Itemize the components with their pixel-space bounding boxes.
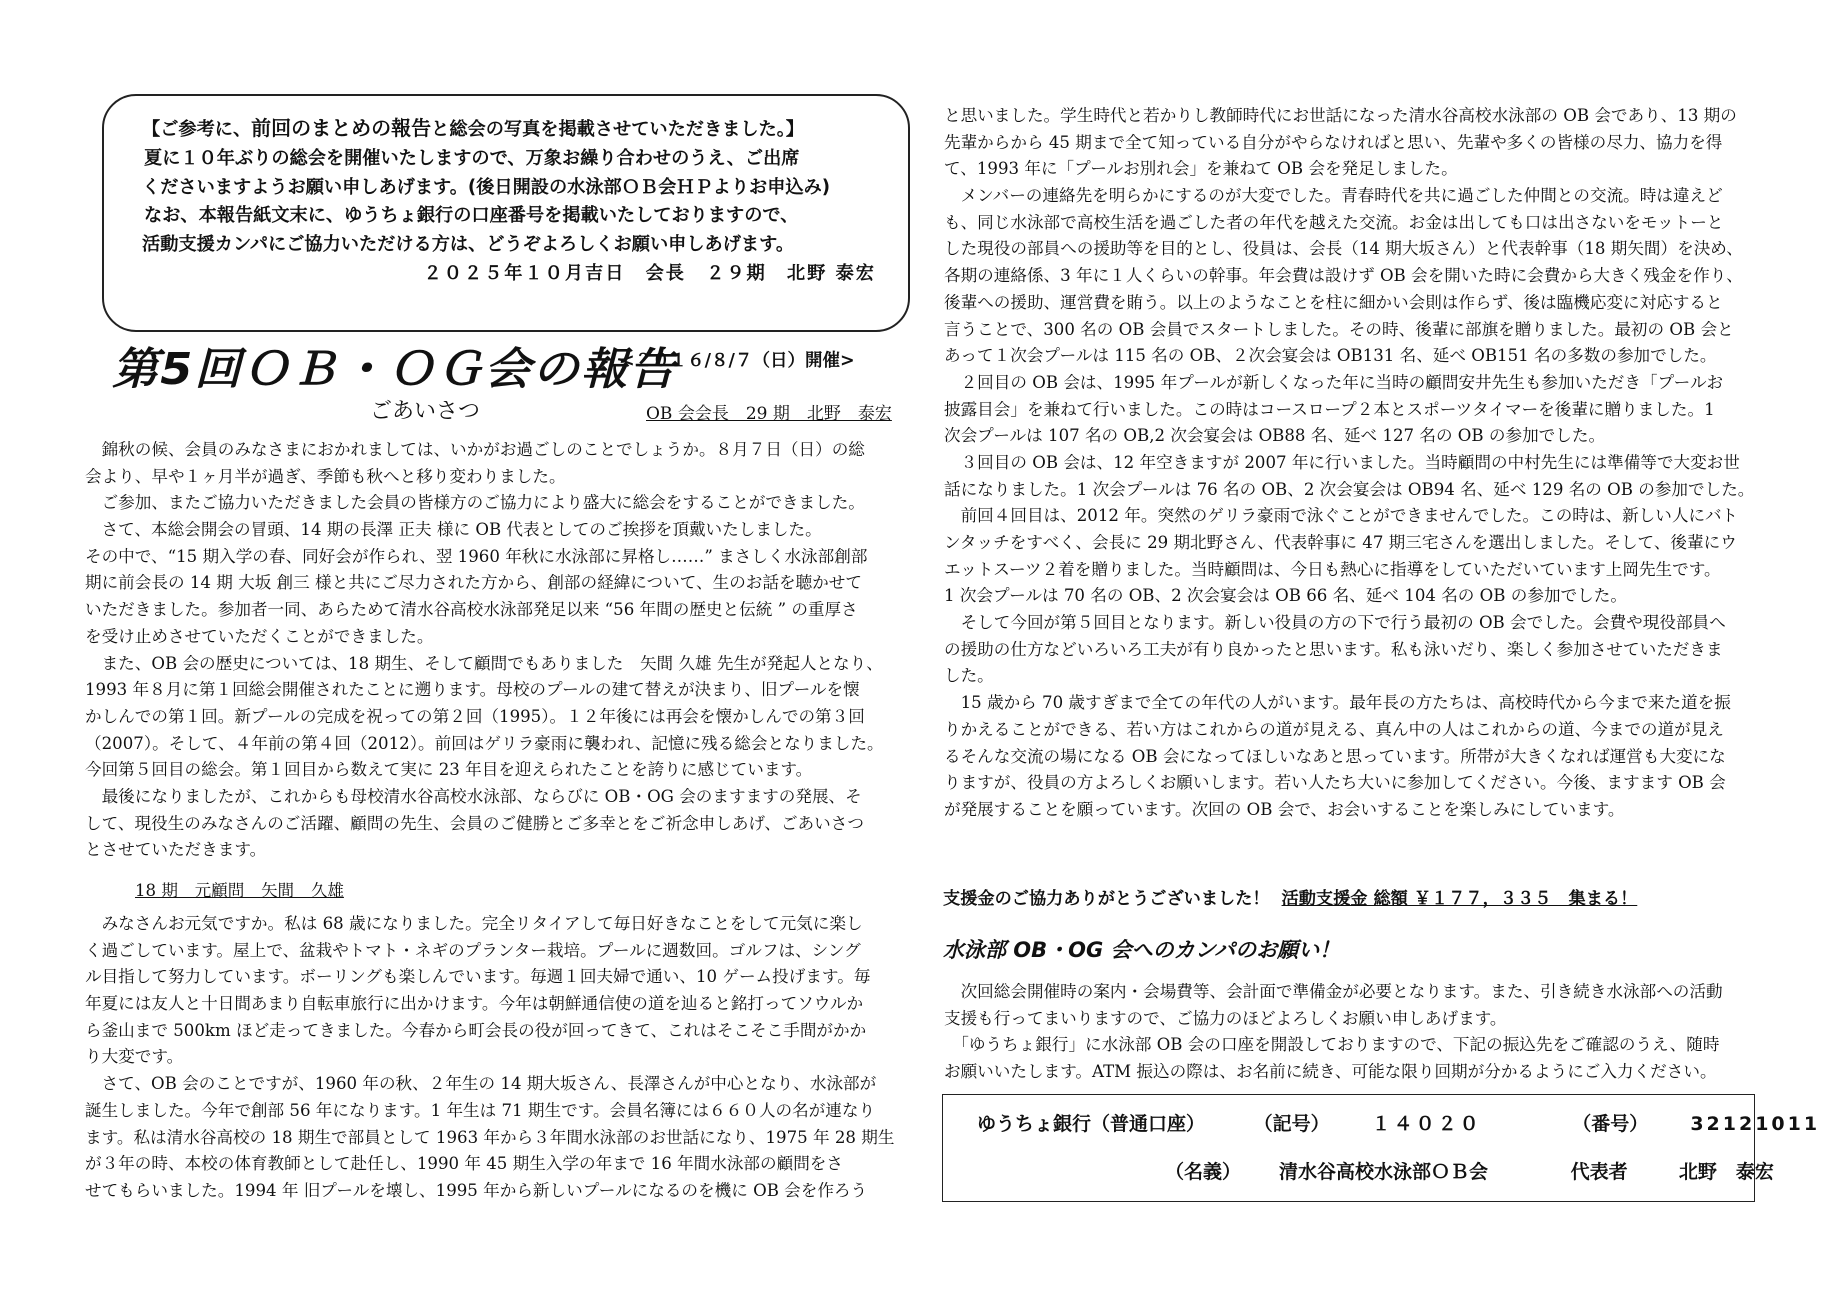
bank-code-label: （記号） xyxy=(1253,1113,1330,1135)
notice-line1-bold: 前回のまとめの報告 xyxy=(251,116,432,140)
kanpa-line: 「ゆうちょ銀行」に水泳部 OB 会の口座を開設しておりますので、下記の振込先をご確認のうえ、随時 xyxy=(944,1035,1720,1055)
right-line: が発展することを願っています。次回の OB 会で、お会いすることを楽しみにしています。 xyxy=(944,799,1625,819)
right-line: と思いました。学生時代と若かりし教師時代にお世話になった清水谷高校水泳部の OB 会であり、13 期の xyxy=(944,106,1737,125)
kanpa-body xyxy=(944,979,1754,1086)
bank-holder-label: （名義） xyxy=(1165,1161,1242,1183)
yazama-line: せてもらいました。1994 年 旧プールを壊し、1995 年から新しいプールになるのを機に OB 会を作ろう xyxy=(85,1180,868,1200)
right-line: あって１次会プールは 115 名の OB、２次会宴会は OB131 名、延べ OB151 名の多数の参加でした。 xyxy=(944,346,1717,366)
bank-holder xyxy=(1165,1161,1526,1183)
greeting-line: 最後になりましたが、これからも母校清水谷高校水泳部、ならびに OB・OG 会のますますの発展、そ xyxy=(85,786,862,806)
right-line: 後輩への援助、運営費を賄う。以上のようなことを柱に細かい会則は作らず、後は臨機応変に対応すると xyxy=(944,292,1723,312)
right-line: 先輩からから 45 期まで全て知っている自分がやらなければと思い、先輩や多くの皆様の尽力、協力を得 xyxy=(944,132,1723,152)
yazama-line: 年夏には友人と十日間あまり自転車旅行に出かけます。今年は朝鮮通信使の道を辿ると銘打ってソウルか xyxy=(85,994,864,1014)
right-line: 各期の連絡係、3 年に１人くらいの幹事。年会費は設けず OB 会を開いた時に会費から大きく残金を作り、 xyxy=(944,266,1743,286)
bank-row-holder xyxy=(1165,1157,1835,1184)
event-date: <２０１６/８/７（日）開催> xyxy=(620,351,855,371)
bank-code xyxy=(1254,1113,1524,1135)
notice-body-line: 活動支援カンパにご協力いただける方は、どうぞよろしくお願い申しあげます。 xyxy=(142,234,795,256)
report-title: 第5回ＯＢ・ＯＧ会の報告 xyxy=(112,344,678,395)
right-line: の援助の仕方などいろいろ工夫が有り良かったと思います。私も泳いだり、楽しく参加させていただきま xyxy=(944,639,1723,659)
right-line: 披露目会」を兼ねて行いました。この時はコースロープ２本とスポーツタイマーを後輩に贈りました。1 xyxy=(944,399,1715,419)
greeting-line: その中で、“15 期入学の春、同好会が作られ、翌 1960 年秋に水泳部に昇格し……” まさしく水泳部創部 xyxy=(85,546,868,566)
right-line: りかえることができる、若い方はこれからの道が見える、真ん中の人はこれからの道、今までの道が見え xyxy=(944,719,1724,739)
greeting-line: 期に前会長の 14 期 大坂 創三 様と共にご尽力された方から、創部の経緯について、生のお話を聴かせて xyxy=(85,573,862,593)
notice-signature: ２０２５年１０月吉日 会長 ２９期 北野 泰宏 xyxy=(423,262,876,284)
greeting-line: いただきました。参加者一同、あらためて清水谷高校水泳部発足以来 “56 年間の歴史と伝統 ” の重厚さ xyxy=(85,600,858,620)
right-line: 次会プールは 107 名の OB,2 次会宴会は OB88 名、延べ 127 名の OB の参加でした。 xyxy=(944,426,1606,446)
notice-line1-pre: 【ご参考に、 xyxy=(142,119,252,140)
greeting-line: 会より、早や１ヶ月半が過ぎ、季節も秋へと移り変わりました。 xyxy=(85,466,566,486)
bank-account-box xyxy=(942,1094,1821,1202)
kanpa-line: お願いいたします。ATM 振込の際は、お名前に続き、可能な限り回期が分かるようにご入力ください。 xyxy=(944,1062,1717,1082)
right-line: 言うことで、300 名の OB 会員でスタートしました。その時、後輩に部旗を贈りました。最初の OB 会と xyxy=(944,319,1734,339)
right-line: も、同じ水泳部で高校生活を過ごした者の年代を越えた交流。お金は出しても口は出さないをモットーと xyxy=(944,212,1724,232)
right-line: ンタッチをすべく、会長に 29 期北野さん、代表幹事に 47 期三宅さんを選出しました。そして、後輩にウ xyxy=(944,533,1737,552)
notice-box xyxy=(102,94,910,332)
right-line: りますが、役員の方よろしくお願いします。若い人たち大いに参加してください。今後、ますます OB 会 xyxy=(944,773,1726,793)
right-line: エットスーツ２着を贈りました。当時顧問は、今日も熱心に指導をしていただいています上岡先生です。 xyxy=(944,559,1721,579)
greeting-line: さて、本総会開会の冒頭、14 期の長澤 正夫 様に OB 代表としてのご挨拶を頂戴いたしました。 xyxy=(85,520,822,540)
notice-body-line: なお、本報告紙文末に、ゆうちょ銀行の口座番号を掲載いたしておりますので、 xyxy=(144,205,799,227)
greeting-line: （2007）。そして、４年前の第４回（2012）。前回はゲリラ豪雨に襲われ、記憶に残る総会となりました。 xyxy=(85,733,884,753)
yazama-body xyxy=(85,911,895,1205)
greeting-byline: OB 会会長 29 期 北野 泰宏 xyxy=(646,404,892,424)
greeting-heading: ごあいさつ xyxy=(370,399,481,424)
right-line: 前回４回目は、2012 年。突然のゲリラ豪雨で泳ぐことができませんでした。この時は、新しい人にバト xyxy=(944,506,1738,526)
yazama-line: みなさんお元気ですか。私は 68 歳になりました。完全リタイアして毎日好きなことをして元気に楽し xyxy=(85,914,863,933)
kanpa-line: 支援も行ってまいりますので、ご協力のほどよろしくお願い申しあげます。 xyxy=(944,1008,1507,1028)
bank-holder-value: 清水谷高校水泳部ＯＢ会 xyxy=(1279,1161,1489,1183)
greeting-body xyxy=(85,437,895,864)
right-line: そして今回が第５回目となります。新しい役員の方の下で行う最初の OB 会でした。会費や現役部員へ xyxy=(944,613,1726,633)
greeting-line: を受け止めさせていただくことができました。 xyxy=(85,626,434,646)
support-thanks-text: 支援金のご協力ありがとうございました！ xyxy=(943,889,1270,909)
greeting-line: 今回第５回目の総会。第１回目から数えて実に 23 年目を迎えられたことを誇りに感じています。 xyxy=(85,760,813,780)
right-line: るそんな交流の場になる OB 会になってほしいなあと思っています。所帯が大きくなれば運営も大変にな xyxy=(944,746,1726,766)
notice-body-line: くださいますようお願い申しあげます。(後日開設の水泳部ＯＢ会ＨＰよりお申込み) xyxy=(142,176,831,198)
bank-row-account xyxy=(977,1109,1835,1136)
bank-name: ゆうちょ銀行（普通口座） xyxy=(977,1113,1206,1135)
bank-number xyxy=(1572,1113,1835,1135)
right-line: 話になりました。1 次会プールは 76 名の OB、2 次会宴会は OB94 名、延べ 129 名の OB の参加でした。 xyxy=(944,479,1755,499)
notice-line1-post: と総会の写真を掲載させていただきました。】 xyxy=(431,119,804,140)
greeting-line: また、OB 会の歴史については、18 期生、そして顧問でもありました 矢間 久雄 先生が発起人となり、 xyxy=(85,653,883,673)
right-line: した現役の部員への援助等を目的とし、役員は、会長（14 期大坂さん）と代表幹事（18 期矢間）を決め、 xyxy=(944,239,1743,259)
greeting-line: 1993 年８月に第１回総会開催されたことに遡ります。母校のプールの建て替えが決まり、旧プールを懐 xyxy=(85,680,860,700)
greeting-line: とさせていただきます。 xyxy=(85,840,267,860)
greeting-line: 錦秋の候、会員のみなさまにおかれましては、いかがお過ごしのことでしょうか。８月７日（日）の総 xyxy=(85,440,865,459)
yazama-line: ル目指して努力しています。ボーリングも楽しんでいます。毎週１回夫婦で通い、10 ゲーム投げます。毎 xyxy=(85,967,871,987)
yazama-line: さて、OB 会のことですが、1960 年の秋、２年生の 14 期大坂さん、長澤さんが中心となり、水泳部が xyxy=(85,1074,877,1094)
greeting-line: かしんでの第１回。新プールの完成を祝っての第２回（1995）。１２年後には再会を懐かしんでの第３回 xyxy=(85,706,865,726)
bank-code-value: １４０２０ xyxy=(1371,1113,1482,1135)
greeting-line: ご参加、またご協力いただきました会員の皆様方のご協力により盛大に総会をすることができました。 xyxy=(85,493,865,513)
bank-rep xyxy=(1571,1161,1812,1183)
right-line: 1 次会プールは 70 名の OB、2 次会宴会は OB 66 名、延べ 104 名の OB の参加でした。 xyxy=(944,586,1627,606)
kanpa-line: 次回総会開催時の案内・会場費等、会計面で準備金が必要となります。また、引き続き水泳部への活動 xyxy=(944,982,1723,1001)
right-line: した。 xyxy=(944,666,994,686)
support-thanks xyxy=(943,884,1637,909)
yazama-line: り大変です。 xyxy=(85,1047,184,1067)
yazama-heading: 18 期 元顧問 矢間 久雄 xyxy=(135,881,344,900)
bank-number-value: 32121011 xyxy=(1690,1113,1821,1135)
right-line: ３回目の OB 会は、12 年空きますが 2007 年に行いました。当時顧問の中村先生には準備等で大変お世 xyxy=(944,452,1740,472)
kanpa-heading: 水泳部 OB・OG 会へのカンパのお願い！ xyxy=(943,938,1341,962)
right-line: て、1993 年に「プールお別れ会」を兼ねて OB 会を発足しました。 xyxy=(944,159,1458,179)
yazama-line: く過ごしています。屋上で、盆栽やトマト・ネギのプランター栽培。プールに週数回。ゴルフは、シング xyxy=(85,940,861,960)
yazama-line: ます。私は清水谷高校の 18 期生で部員として 1963 年から３年間水泳部のお世話になり、1975 年 28 期生 xyxy=(85,1127,895,1147)
right-line: 15 歳から 70 歳すぎまで全ての年代の人がいます。最年長の方たちは、高校時代から今まで来た道を振 xyxy=(944,693,1731,713)
greeting-line: して、現役生のみなさんのご活躍、顧問の先生、会員のご健勝とご多幸とをご祈念申しあげ、ごあいさつ xyxy=(85,813,864,833)
notice-body-line: 夏に１０年ぶりの総会を開催いたしますので、万象お繰り合わせのうえ、ご出席 xyxy=(144,147,800,169)
right-column-body xyxy=(944,103,1754,824)
bank-rep-label: 代表者 xyxy=(1570,1161,1628,1183)
bank-rep-value: 北野 泰宏 xyxy=(1678,1161,1774,1183)
right-line: メンバーの連絡先を明らかにするのが大変でした。青春時代を共に過ごした仲間との交流。時は違えど xyxy=(944,186,1723,206)
right-line: ２回目の OB 会は、1995 年プールが新しくなった年に当時の顧問安井先生も参加いただき「プールお xyxy=(944,372,1724,392)
bank-number-label: （番号） xyxy=(1572,1113,1649,1135)
yazama-line: が３年の時、本校の体育教師として赴任し、1990 年 45 期生入学の年まで 16 年間水泳部の顧問をさ xyxy=(85,1154,843,1174)
support-total: 活動支援金 総額 ￥１７７，３３５ 集まる！ xyxy=(1281,889,1638,909)
yazama-line: ら釜山まで 500km ほど走ってきました。今春から町会長の役が回ってきて、これはそこそこ手間がかか xyxy=(85,1020,867,1040)
notice-line1 xyxy=(142,114,888,145)
yazama-line: 誕生しました。今年で創部 56 年になります。1 年生は 71 期生です。会員名簿には６６０人の名が連なり xyxy=(85,1100,876,1120)
